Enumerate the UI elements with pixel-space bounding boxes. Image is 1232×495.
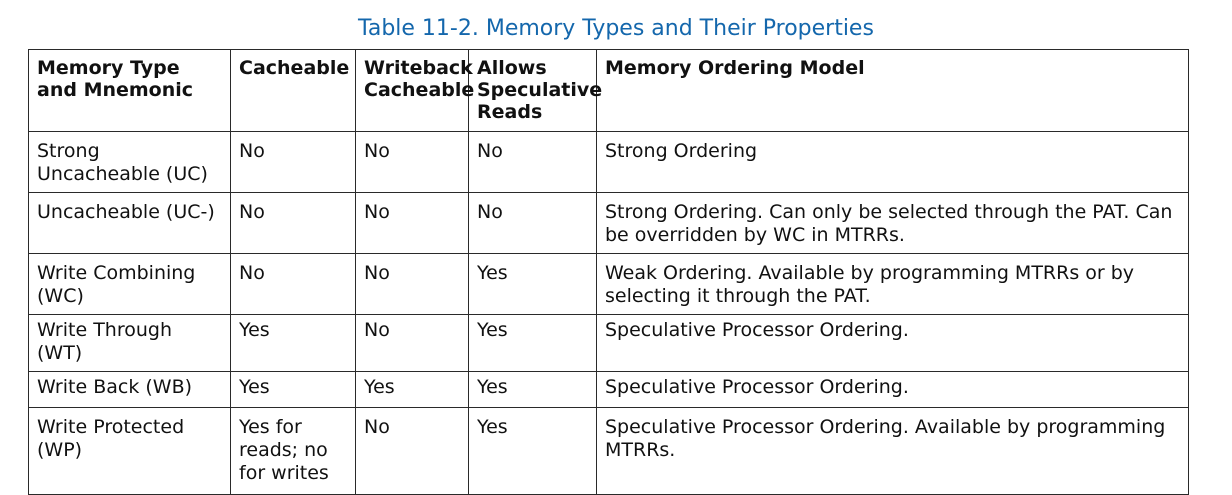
cell-writeback-cacheable: Yes <box>356 372 469 408</box>
memory-types-table <box>28 49 1189 495</box>
table-header-row <box>29 50 1189 132</box>
cell-cacheable: No <box>231 132 356 193</box>
table-row <box>29 132 1189 193</box>
cell-memory-type: Strong Uncacheable (UC) <box>29 132 231 193</box>
table-row <box>29 372 1189 408</box>
cell-writeback-cacheable: No <box>356 315 469 372</box>
table-row <box>29 193 1189 254</box>
table-row <box>29 408 1189 495</box>
cell-speculative-reads: Yes <box>469 254 597 315</box>
cell-ordering-model: Speculative Processor Ordering. <box>597 372 1189 408</box>
cell-ordering-model: Speculative Processor Ordering. <box>597 315 1189 372</box>
cell-writeback-cacheable: No <box>356 408 469 495</box>
cell-writeback-cacheable: No <box>356 132 469 193</box>
header-speculative-reads: Allows Speculative Reads <box>469 50 597 132</box>
table-caption: Table 11-2. Memory Types and Their Properties <box>358 16 874 41</box>
cell-memory-type: Write Through (WT) <box>29 315 231 372</box>
header-memory-type: Memory Type and Mnemonic <box>29 50 231 132</box>
cell-memory-type: Uncacheable (UC-) <box>29 193 231 254</box>
cell-cacheable: No <box>231 254 356 315</box>
cell-memory-type: Write Protected (WP) <box>29 408 231 495</box>
table-row <box>29 254 1189 315</box>
cell-ordering-model: Weak Ordering. Available by programming MTRRs or by selecting it through the PAT. <box>597 254 1189 315</box>
cell-ordering-model: Strong Ordering <box>597 132 1189 193</box>
cell-cacheable: Yes <box>231 315 356 372</box>
cell-cacheable: No <box>231 193 356 254</box>
cell-writeback-cacheable: No <box>356 254 469 315</box>
cell-cacheable: Yes for reads; no for writes <box>231 408 356 495</box>
cell-writeback-cacheable: No <box>356 193 469 254</box>
cell-speculative-reads: Yes <box>469 372 597 408</box>
cell-memory-type: Write Combining (WC) <box>29 254 231 315</box>
cell-memory-type: Write Back (WB) <box>29 372 231 408</box>
cell-speculative-reads: No <box>469 193 597 254</box>
cell-ordering-model: Strong Ordering. Can only be selected through the PAT. Can be overridden by WC in MTRRs. <box>597 193 1189 254</box>
cell-speculative-reads: Yes <box>469 315 597 372</box>
header-writeback-cacheable: Writeback Cacheable <box>356 50 469 132</box>
header-ordering-model: Memory Ordering Model <box>597 50 1189 132</box>
cell-cacheable: Yes <box>231 372 356 408</box>
cell-ordering-model: Speculative Processor Ordering. Available by programming MTRRs. <box>597 408 1189 495</box>
table-row <box>29 315 1189 372</box>
header-cacheable: Cacheable <box>231 50 356 132</box>
cell-speculative-reads: No <box>469 132 597 193</box>
cell-speculative-reads: Yes <box>469 408 597 495</box>
